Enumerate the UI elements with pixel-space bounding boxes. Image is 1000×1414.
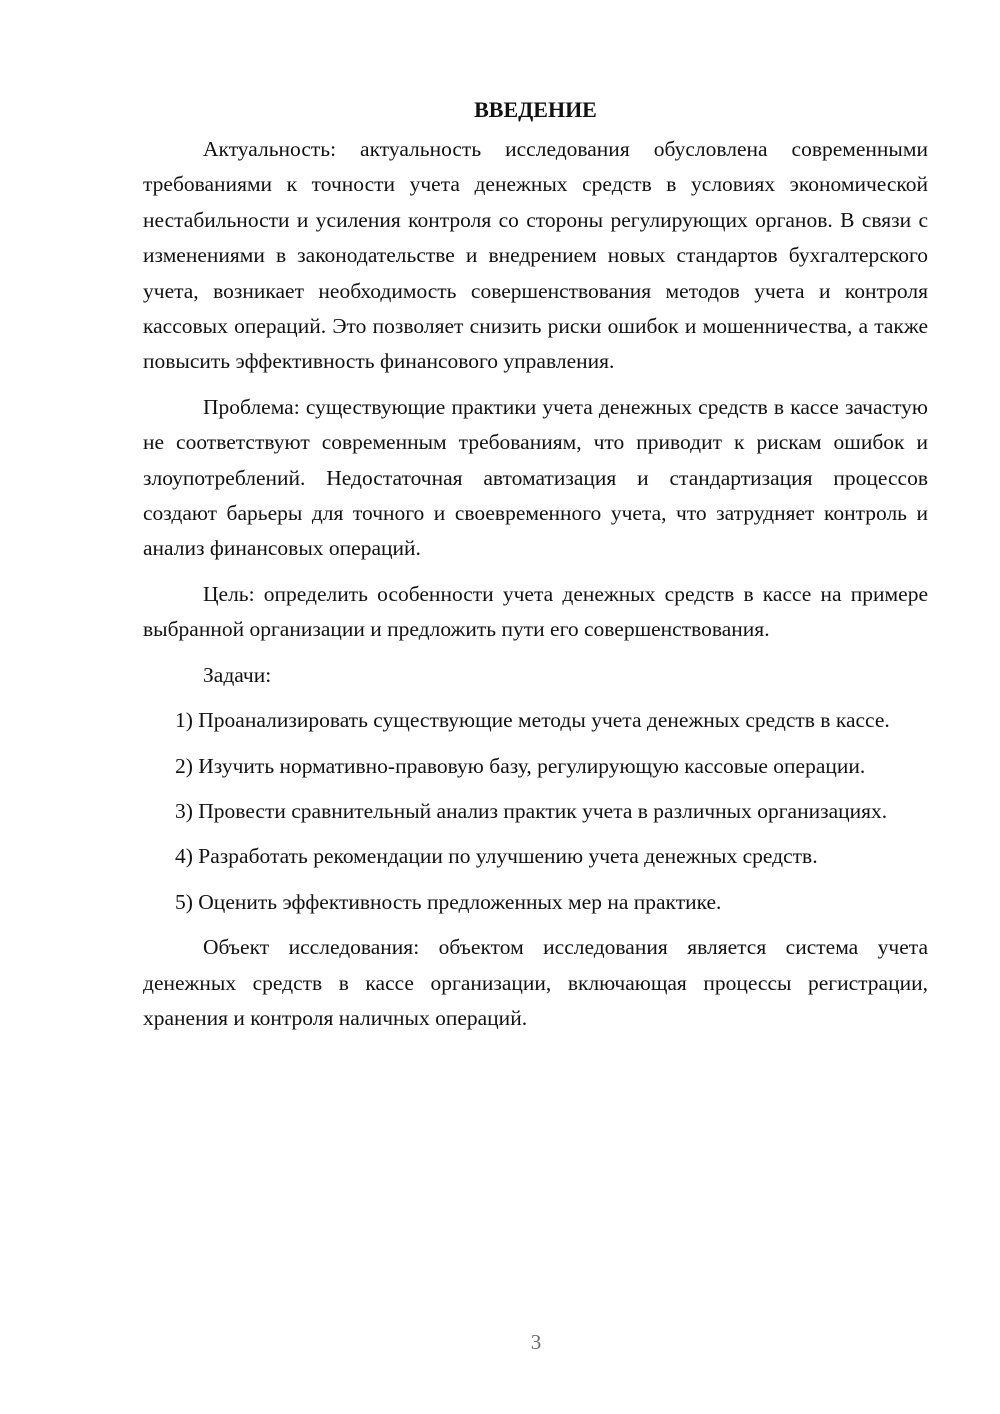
task-item-2: 2) Изучить нормативно-правовую базу, регулирующую кассовые операции. (175, 753, 866, 778)
task-item-5: 5) Оценить эффективность предложенных мер на практике. (175, 889, 722, 914)
page-content (143, 92, 928, 1046)
paragraph-relevance: Актуальность: актуальность исследования обусловлена современными требованиями к точности учета денежных средств в условиях экономической нестабильности и усиления контроля со стороны регулирующих органов. В связи с изменениями в законодательстве и внедрением новых стандартов бухгалтерского учета, возникает необходимость совершенствования методов учета и контроля кассовых операций. Это позволяет снизить риски ошибок и мошенничества, а также повысить эффективность финансового управления. (143, 137, 928, 374)
page-number: 3 (530, 1330, 542, 1354)
task-item-4: 4) Разработать рекомендации по улучшению учета денежных средств. (175, 844, 818, 869)
task-item-3: 3) Провести сравнительный анализ практик учета в различных организациях. (175, 798, 888, 823)
paragraph-goal: Цель: определить особенности учета денежных средств в кассе на примере выбранной организации и предложить пути его совершенствования. (143, 581, 928, 642)
paragraph-tasks-heading: Задачи: (203, 662, 272, 687)
task-item-1: 1) Проанализировать существующие методы учета денежных средств в кассе. (175, 708, 890, 733)
paragraph-problem: Проблема: существующие практики учета денежных средств в кассе зачастую не соответствуют современным требованиям, что приводит к рискам ошибок и злоупотреблений. Недостаточная автоматизация и стандартизация процессов создают барьеры для точного и своевременного учета, что затрудняет контроль и анализ финансовых операций. (143, 394, 928, 561)
section-heading: ВВЕДЕНИЕ (474, 97, 597, 122)
paragraph-object: Объект исследования: объектом исследования является система учета денежных средств в кассе организации, включающая процессы регистрации, хранения и контроля наличных операций. (143, 935, 928, 1030)
